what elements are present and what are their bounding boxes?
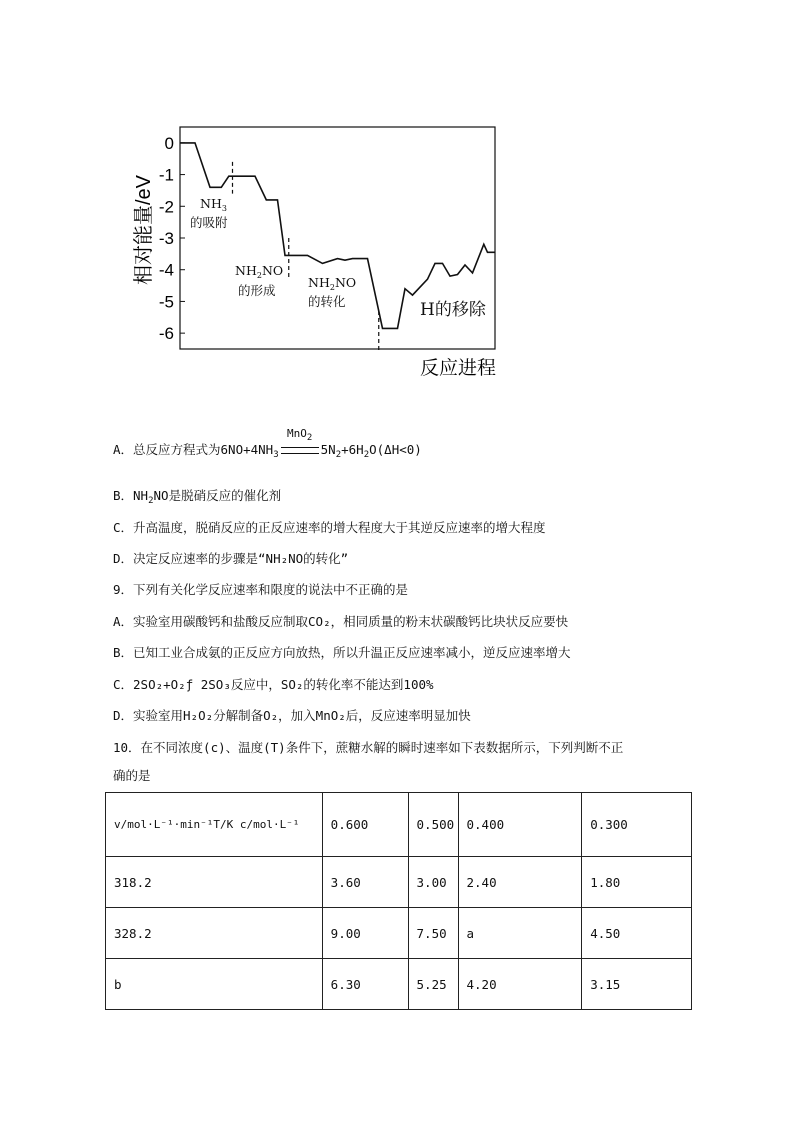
table-cell: a xyxy=(458,908,582,959)
table-cell: 7.50 xyxy=(408,908,458,959)
table-header-cell: 0.500 xyxy=(408,793,458,857)
label-h-removal: H的移除 xyxy=(420,300,486,320)
table-header-cell: 0.300 xyxy=(582,793,692,857)
y-tick-label: 0 xyxy=(164,133,174,153)
table-header-row xyxy=(106,793,692,857)
label-nh2no-formation-2: 的形成 xyxy=(238,283,276,298)
option-b: B．$NH_2NO$是脱硝反应的催化剂 xyxy=(113,488,282,506)
step-dividers xyxy=(233,162,379,352)
y-ticks xyxy=(159,134,185,343)
y-tick-label: -5 xyxy=(158,292,174,312)
table-cell: 1.80 xyxy=(582,857,692,908)
q9-option-a: A．实验室用碳酸钙和盐酸反应制取CO₂，相同质量的粉末状碳酸钙比块状反应要快 xyxy=(113,614,569,629)
q10-stem-2: 确的是 xyxy=(113,768,151,783)
table-cell: 2.40 xyxy=(458,857,582,908)
table-header-cell: 0.400 xyxy=(458,793,582,857)
y-tick-label: -3 xyxy=(158,229,174,248)
y-tick-label: -6 xyxy=(158,324,174,344)
table-cell: b xyxy=(106,959,323,1010)
table-cell: 318.2 xyxy=(106,857,323,908)
table-row xyxy=(106,908,692,959)
table-cell: 4.20 xyxy=(458,959,582,1010)
q9-stem: 9．下列有关化学反应速率和限度的说法中不正确的是 xyxy=(113,582,409,597)
table-cell: 3.60 xyxy=(322,857,408,908)
option-c: C．升高温度，脱硝反应的正反应速率的增大程度大于其逆反应速率的增大程度 xyxy=(113,520,546,535)
table-cell: 9.00 xyxy=(322,908,408,959)
reaction-arrow: MnO$_2$ xyxy=(281,440,319,460)
q9-option-c: C．2SO₂+O₂ƒ 2SO₃反应中，SO₂的转化率不能达到100% xyxy=(113,677,434,692)
q10-stem-1: 10．在不同浓度(c)、温度(T)条件下，蔗糖水解的瞬时速率如下表数据所示，下列判断不正 xyxy=(113,740,624,755)
rate-table xyxy=(105,792,692,1010)
option-a: A．总反应方程式为$6NO+4NH_3$ MnO$_2$ $5N_2+6H_2O(\Delta H<0)$ xyxy=(113,427,422,460)
label-nh2no-conversion-2: 的转化 xyxy=(308,294,346,309)
y-tick-label: -1 xyxy=(158,165,174,185)
label-nh3-adsorption: $NH_3$ xyxy=(200,196,227,213)
q9-option-d: D．实验室用H₂O₂分解制备O₂，加入MnO₂后，反应速率明显加快 xyxy=(113,708,471,723)
table-cell: 328.2 xyxy=(106,908,323,959)
y-axis-label: 相对能量/eV xyxy=(133,174,155,285)
table-cell: 4.50 xyxy=(582,908,692,959)
table-row xyxy=(106,959,692,1010)
y-tick-label: -2 xyxy=(158,197,174,217)
label-nh2no-conversion: $NH_2NO$ xyxy=(308,275,357,292)
table-cell: 3.00 xyxy=(408,857,458,908)
label-nh3-adsorption-2: 的吸附 xyxy=(190,215,228,230)
table-cell: 3.15 xyxy=(582,959,692,1010)
option-d: D．决定反应速率的步骤是“NH₂NO的转化” xyxy=(113,551,349,566)
table-cell: 5.25 xyxy=(408,959,458,1010)
table-header-cell: v/mol·L⁻¹·min⁻¹T/K c/mol·L⁻¹ xyxy=(106,793,323,857)
table-row xyxy=(106,857,692,908)
q9-option-b: B．已知工业合成氨的正反应方向放热，所以升温正反应速率减小，逆反应速率增大 xyxy=(113,645,571,660)
x-axis-label: 反应进程 xyxy=(420,358,497,379)
label-nh2no-formation: $NH_2NO$ xyxy=(235,263,284,280)
table-cell: 6.30 xyxy=(322,959,408,1010)
table-header-cell: 0.600 xyxy=(322,793,408,857)
y-tick-label: -4 xyxy=(158,260,174,280)
energy-diagram xyxy=(120,100,520,400)
